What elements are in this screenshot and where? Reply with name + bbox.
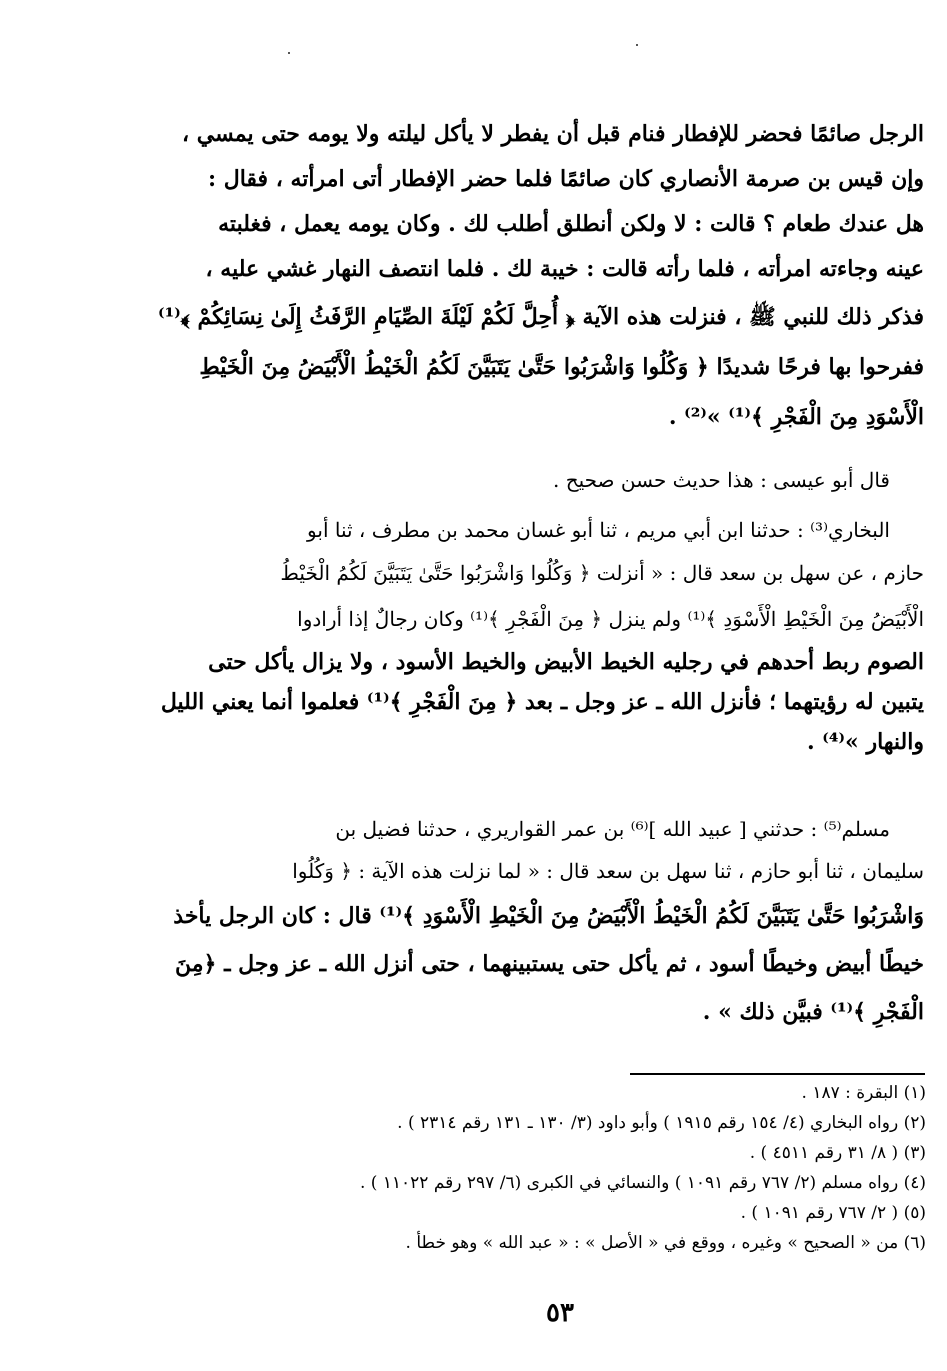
- page-number: ٥٣: [546, 1298, 574, 1328]
- footnote-separator: [630, 1073, 925, 1075]
- paragraph-hadith-continuation: [158, 112, 924, 442]
- text-line: ففرحوا بها فرحًا شديدًا ﴿ وَكُلُوا وَاشْرَبُوا حَتَّىٰ يَتَبَيَّنَ لَكُمُ الْخَيْطُ الْأَبْيَضُ مِنَ الْخَيْطِ: [199, 354, 924, 380]
- paragraph-abu-isa-grading: [182, 462, 924, 498]
- text-line: البخاري⁽³⁾ : حدثنا ابن أبي مريم ، ثنا أبو غسان محمد بن مطرف ، ثنا أبو: [307, 518, 890, 542]
- footnotes: [230, 1078, 926, 1258]
- text-line: الصوم ربط أحدهم في رجليه الخيط الأبيض والخيط الأسود ، ولا يزال يأكل حتى: [208, 649, 924, 675]
- footnote-2: (٢) رواه البخاري (٤/ ١٥٤ رقم ١٩١٥ ) وأبو داود (٣/ ١٣٠ ـ ١٣١ رقم ٢٣١٤ ) .: [397, 1113, 926, 1133]
- text-line: حازم ، عن سهل بن سعد قال : « أنزلت ﴿ وَكُلُوا وَاشْرَبُوا حَتَّىٰ يَتَبَيَّنَ لَكُمُ الْخَيْطُ: [280, 561, 924, 585]
- paragraph-bukhari: [160, 510, 924, 762]
- text-line: الْفَجْرِ ﴾⁽¹⁾ فبيَّن ذلك » .: [702, 999, 924, 1025]
- footnote-3: (٣) ( ٨/ ٣١ رقم ٤٥١١ ) .: [749, 1143, 926, 1163]
- footnote-5: (٥) ( ٢/ ٧٦٧ رقم ١٠٩١ ) .: [740, 1203, 926, 1223]
- text-line: سليمان ، ثنا أبو حازم ، ثنا سهل بن سعد قال : « لما نزلت هذه الآية : ﴿ وَكُلُوا: [292, 859, 924, 883]
- text-line: هل عندك طعام ؟ قالت : لا ولكن أنطلق أطلب لك . وكان يومه يعمل ، فغلبته: [218, 211, 924, 237]
- text-line: والنهار »⁽⁴⁾ .: [806, 729, 924, 755]
- text-line: الْأَبْيَضُ مِنَ الْخَيْطِ الْأَسْوَدِ ﴾⁽¹⁾ ولم ينزل ﴿ مِنَ الْفَجْرِ ﴾⁽¹⁾ وكان رجالٌ إذا أرادوا: [297, 607, 924, 631]
- scan-speck: [288, 52, 290, 54]
- text-line: قال أبو عيسى : هذا حديث حسن صحيح .: [552, 468, 890, 492]
- text-line: فذكر ذلك للنبي ﷺ ، فنزلت هذه الآية ﴿ أُحِلَّ لَكُمْ لَيْلَةَ الصِّيَامِ الرَّفَثُ إِلَىٰ نِسَائِكُمْ ﴾⁽¹⁾: [158, 304, 924, 330]
- text-line: خيطًا أبيض وخيطًا أسود ، ثم يأكل حتى يستبينهما ، حتى أنزل الله ـ عز وجل ـ ﴿مِنَ: [175, 951, 924, 977]
- scan-speck: [636, 44, 638, 46]
- paragraph-muslim: [173, 808, 924, 1036]
- text-line: وَاشْرَبُوا حَتَّىٰ يَتَبَيَّنَ لَكُمُ الْخَيْطُ الْأَبْيَضُ مِنَ الْخَيْطِ الْأَسْوَدِ ﴾⁽¹⁾ قال : كان الرجل يأخذ: [173, 903, 924, 929]
- text-line: وإن قيس بن صرمة الأنصاري كان صائمًا فلما حضر الإفطار أتى امرأته ، فقال :: [207, 166, 924, 192]
- footnote-4: (٤) رواه مسلم (٢/ ٧٦٧ رقم ١٠٩١ ) والنسائي في الكبرى (٦/ ٢٩٧ رقم ١١٠٢٢ ) .: [359, 1173, 926, 1193]
- text-line: مسلم⁽⁵⁾ : حدثني [ عبيد الله ]⁽⁶⁾ بن عمر القواريري ، حدثنا فضيل بن: [335, 817, 890, 841]
- text-line: الرجل صائمًا فحضر للإفطار فنام قبل أن يفطر لا يأكل ليلته ولا يومه حتى يمسي ،: [182, 121, 924, 147]
- text-line: عينه وجاءته امرأته ، فلما رأته قالت : خيبة لك . فلما انتصف النهار غشي عليه ،: [205, 256, 924, 282]
- footnote-6: (٦) من « الصحيح » وغيره ، ووقع في « الأصل » : « عبد الله » وهو خطأ .: [405, 1233, 926, 1253]
- footnote-1: (١) البقرة : ١٨٧ .: [801, 1083, 926, 1103]
- text-line: يتبين له رؤيتهما ؛ فأنزل الله ـ عز وجل ـ بعد ﴿ مِنَ الْفَجْرِ ﴾⁽¹⁾ فعلموا أنما يعني الليل: [160, 689, 924, 715]
- text-line: الْأَسْوَدِ مِنَ الْفَجْرِ ﴾⁽¹⁾ »⁽²⁾ .: [668, 404, 924, 430]
